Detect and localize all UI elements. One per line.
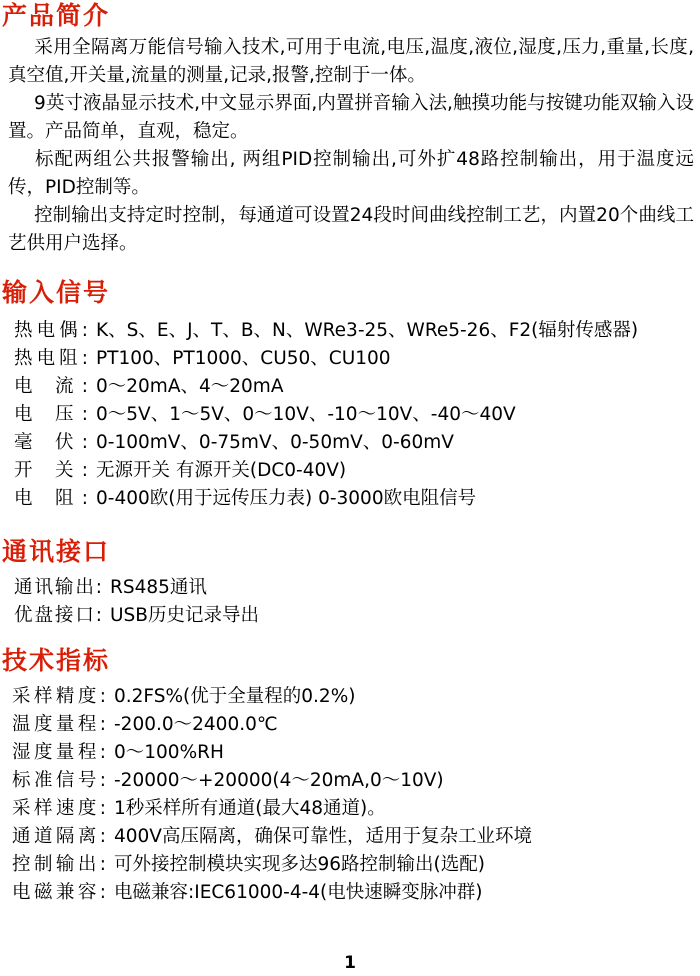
technical-specs-section xyxy=(0,645,700,907)
spec-label: 控制输出: xyxy=(12,854,106,875)
spec-row xyxy=(14,317,700,345)
spec-label: 湿度量程: xyxy=(12,742,106,763)
page-number: 1 xyxy=(344,953,356,973)
spec-value: 电磁兼容:IEC61000-4-4(电快速瞬变脉冲群) xyxy=(114,882,483,903)
spec-label: 通讯输出: xyxy=(14,577,102,598)
spec-label: 热电偶: xyxy=(14,320,88,341)
spec-row xyxy=(14,602,700,630)
spec-row xyxy=(12,711,700,739)
spec-label: 开 关: xyxy=(14,460,88,481)
spec-value: -200.0～2400.0℃ xyxy=(114,714,278,735)
input-signals-section xyxy=(0,277,700,513)
spec-label: 温度量程: xyxy=(12,714,106,735)
spec-row xyxy=(12,767,700,795)
spec-value: 可外接控制模块实现多达96路控制输出(选配) xyxy=(114,854,485,875)
spec-value: 0～100%RH xyxy=(114,742,224,763)
input-signals-list xyxy=(0,317,700,513)
product-intro-body xyxy=(0,34,700,258)
spec-label: 通道隔离: xyxy=(12,826,106,847)
spec-row xyxy=(12,879,700,907)
spec-row xyxy=(14,429,700,457)
spec-row xyxy=(12,683,700,711)
spec-label: 毫 伏: xyxy=(14,432,88,453)
spec-value: 0～20mA、4～20mA xyxy=(96,376,284,397)
spec-row xyxy=(14,401,700,429)
intro-paragraph: 标配两组公共报警输出, 两组PID控制输出,可外扩48路控制输出，用于温度远传，PID控制等。 xyxy=(8,149,694,198)
spec-label: 标准信号: xyxy=(12,770,106,791)
spec-value: 无源开关 有源开关(DC0-40V) xyxy=(96,460,347,481)
spec-value: 1秒采样所有通道(最大48通道)。 xyxy=(114,798,386,819)
spec-value: 0.2FS%(优于全量程的0.2%) xyxy=(114,686,356,707)
spec-value: 0-100mV、0-75mV、0-50mV、0-60mV xyxy=(96,432,454,453)
spec-row xyxy=(12,851,700,879)
spec-label: 电 压: xyxy=(14,404,88,425)
spec-value: PT100、PT1000、CU50、CU100 xyxy=(96,348,391,369)
intro-paragraph: 控制输出支持定时控制，每通道可设置24段时间曲线控制工艺，内置20个曲线工艺供用户选择。 xyxy=(8,205,694,254)
spec-label: 热电阻: xyxy=(14,348,88,369)
spec-value: USB历史记录导出 xyxy=(110,605,259,626)
spec-label: 电磁兼容: xyxy=(12,882,106,903)
spec-value: RS485通讯 xyxy=(110,577,207,598)
spec-row xyxy=(14,345,700,373)
communication-list xyxy=(0,574,700,630)
spec-value: -20000～+20000(4～20mA,0～10V) xyxy=(114,770,444,791)
technical-specs-heading: 技术指标 xyxy=(2,646,111,675)
input-signals-heading: 输入信号 xyxy=(2,278,111,307)
intro-paragraph: 采用全隔离万能信号输入技术,可用于电流,电压,温度,液位,湿度,压力,重量,长度,真空值,开关量,流量的测量,记录,报警,控制于一体。 xyxy=(8,37,694,86)
communication-heading: 通讯接口 xyxy=(2,537,111,566)
product-intro-heading: 产品简介 xyxy=(2,1,111,30)
spec-label: 电 阻: xyxy=(14,488,88,509)
spec-row xyxy=(14,574,700,602)
communication-section xyxy=(0,536,700,630)
technical-specs-list xyxy=(0,683,700,907)
spec-row xyxy=(12,795,700,823)
product-intro-section xyxy=(0,0,700,258)
spec-row xyxy=(14,373,700,401)
spec-label: 优盘接口: xyxy=(14,605,102,626)
spec-value: K、S、E、J、T、B、N、WRe3-25、WRe5-26、F2(辐射传感器) xyxy=(96,320,639,341)
spec-label: 采样精度: xyxy=(12,686,106,707)
spec-label: 采样速度: xyxy=(12,798,106,819)
spec-row xyxy=(14,457,700,485)
intro-paragraph: 9英寸液晶显示技术,中文显示界面,内置拼音输入法,触摸功能与按键功能双输入设置。产品简单，直观，稳定。 xyxy=(8,93,694,142)
spec-value: 400V高压隔离，确保可靠性，适用于复杂工业环境 xyxy=(114,826,532,847)
spec-row xyxy=(12,823,700,851)
spec-value: 0～5V、1～5V、0～10V、-10～10V、-40～40V xyxy=(96,404,516,425)
spec-row xyxy=(14,485,700,513)
spec-row xyxy=(12,739,700,767)
spec-value: 0-400欧(用于远传压力表) 0-3000欧电阻信号 xyxy=(96,488,477,509)
spec-label: 电 流: xyxy=(14,376,88,397)
